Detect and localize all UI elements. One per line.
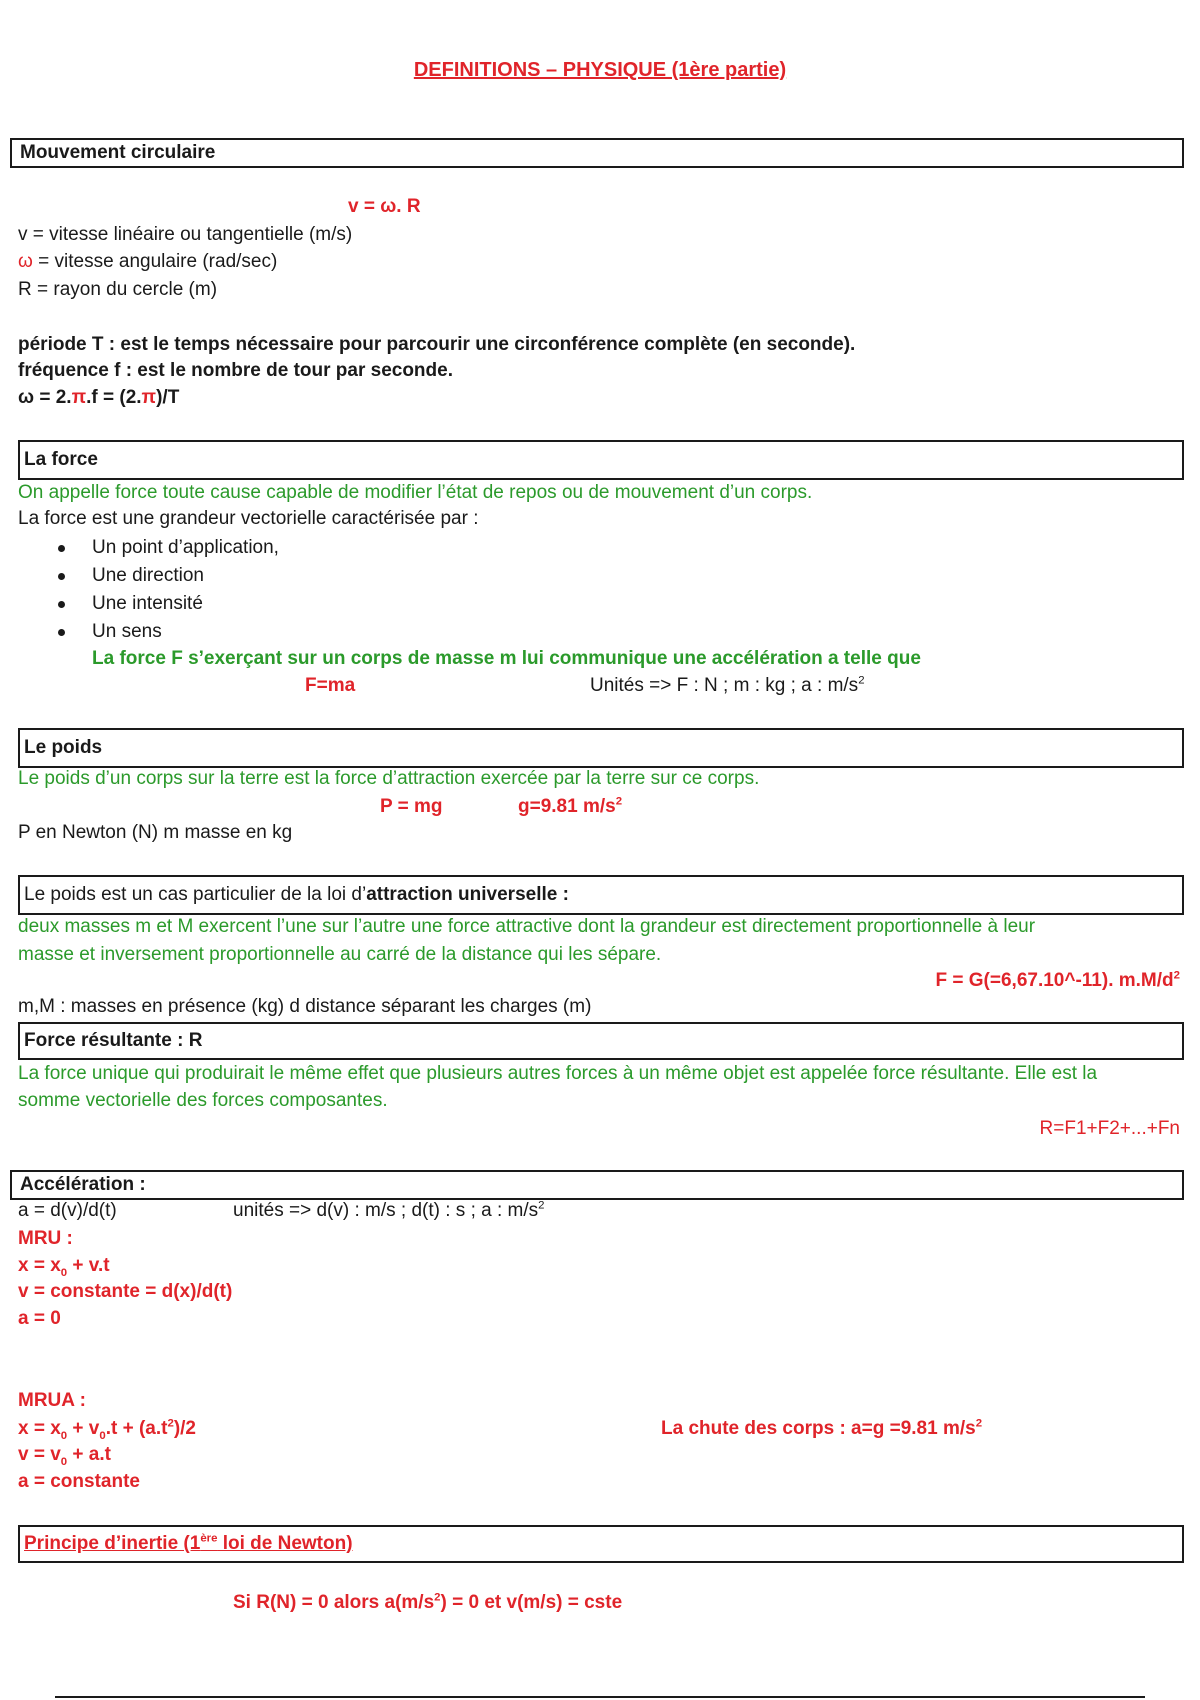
poids-units: P en Newton (N) m masse en kg	[18, 822, 293, 843]
superscript: 2	[1173, 969, 1180, 982]
poids-definition: Le poids d’un corps sur la terre est la force d’attraction exercée par la terre sur ce corps.	[18, 768, 760, 789]
subscript: 0	[60, 1455, 68, 1468]
superscript: ère	[200, 1532, 218, 1545]
equation-part: v = v	[18, 1444, 61, 1465]
acceleration-def: a = d(v)/d(t)	[18, 1200, 117, 1221]
equation-part: x = x	[18, 1418, 61, 1439]
def-periode: période T : est le temps nécessaire pour parcourir une circonférence complète (en seconde).	[18, 334, 856, 355]
force-intro: La force est une grandeur vectorielle caractérisée par :	[18, 508, 479, 529]
section-header-resultante	[18, 1022, 1184, 1060]
attraction-units: m,M : masses en présence (kg) d distance séparant les charges (m)	[18, 996, 592, 1017]
attraction-definition-line1: deux masses m et M exercent l’une sur l’autre une force attractive dont la grandeur est directement proportionnelle à leur	[18, 916, 1036, 937]
bullet-dot	[58, 545, 65, 552]
bullet-dot	[58, 601, 65, 608]
formula-inertie-part: Si R(N) = 0 alors a(m/s	[233, 1592, 435, 1613]
force-units-text: Unités => F : N ; m : kg ; a : m/s	[590, 675, 859, 696]
formula-gravitation	[936, 970, 1180, 993]
chute-des-corps-text: La chute des corps : a=g =9.81 m/s	[661, 1418, 976, 1439]
acceleration-units	[233, 1200, 544, 1223]
mru-title: MRU :	[18, 1228, 73, 1249]
section-header-inertie	[18, 1525, 1184, 1563]
equation-part: + a.t	[67, 1444, 111, 1465]
equation-part: + v.t	[67, 1255, 110, 1276]
force-bullet-item: Une intensité	[92, 593, 203, 614]
section-title-part: loi de Newton)	[217, 1533, 353, 1554]
pi-symbol: π	[71, 387, 87, 408]
mrua-x	[18, 1418, 196, 1441]
bullet-dot	[58, 629, 65, 636]
acceleration-units-text: unités => d(v) : m/s ; d(t) : s ; a : m/s	[233, 1200, 539, 1221]
def-omega	[18, 251, 277, 274]
section-title: Le poids	[24, 737, 103, 758]
formula-inertie	[233, 1592, 622, 1615]
equation-part: + v	[67, 1418, 100, 1439]
omega-symbol: ω	[18, 251, 33, 272]
formula-p-mg: P = mg	[380, 796, 443, 817]
superscript: 2	[434, 1591, 441, 1604]
g-value-text: g=9.81 m/s	[518, 796, 616, 817]
section-header-poids	[18, 728, 1184, 768]
section-title: Mouvement circulaire	[20, 142, 216, 163]
superscript: 2	[975, 1417, 983, 1430]
formula-omega-part: ω = 2.	[18, 387, 72, 408]
def-v: v = vitesse linéaire ou tangentielle (m/s)	[18, 224, 353, 245]
g-value	[518, 796, 622, 819]
formula-omega-part: .f = (2.	[86, 387, 142, 408]
mru-x	[18, 1255, 110, 1278]
equation-part: x = x	[18, 1255, 61, 1276]
subscript: 0	[99, 1429, 106, 1442]
section-title: La force	[24, 449, 98, 470]
equation-part: )/2	[173, 1418, 197, 1439]
attraction-definition-line2: masse et inversement proportionnelle au carré de la distance qui les sépare.	[18, 944, 662, 965]
superscript: 2	[615, 795, 623, 808]
section-title	[24, 884, 569, 906]
section-title-part: Le poids est un cas particulier de la loi d’	[24, 884, 367, 905]
chute-des-corps	[661, 1418, 982, 1441]
formula-omega	[18, 387, 179, 410]
page-title: DEFINITIONS – PHYSIQUE (1ère partie)	[413, 59, 787, 81]
formula-f-ma: F=ma	[305, 675, 356, 696]
section-title	[24, 1533, 353, 1555]
mrua-v	[18, 1444, 111, 1467]
bullet-dot	[58, 573, 65, 580]
formula-inertie-part: ) = 0 et v(m/s) = cste	[440, 1592, 623, 1613]
pi-symbol: π	[141, 387, 157, 408]
force-bullet-item: Une direction	[92, 565, 204, 586]
section-title: Force résultante : R	[24, 1030, 203, 1051]
equation-part: .t + (a.t	[105, 1418, 168, 1439]
force-bullet-item: Un point d’application,	[92, 537, 279, 558]
section-header-mouvement-circulaire	[10, 138, 1184, 168]
section-title-bold: attraction universelle :	[366, 884, 569, 905]
subscript: 0	[60, 1429, 68, 1442]
section-header-acceleration	[10, 1170, 1184, 1200]
newton-second-law: La force F s’exerçant sur un corps de masse m lui communique une accélération a telle que	[92, 648, 921, 669]
formula-gravitation-text: F = G(=6,67.10^-11). m.M/d	[935, 970, 1174, 991]
mru-a: a = 0	[18, 1308, 61, 1329]
section-title: Accélération :	[20, 1174, 146, 1195]
def-frequence: fréquence f : est le nombre de tour par seconde.	[18, 360, 453, 381]
formula-resultante: R=F1+F2+...+Fn	[1039, 1118, 1180, 1139]
resultante-definition-line1: La force unique qui produirait le même effet que plusieurs autres forces à un même objet est appelée force résultante. Elle est la	[18, 1063, 1098, 1084]
resultante-definition-line2: somme vectorielle des forces composantes.	[18, 1090, 388, 1111]
def-omega-text: = vitesse angulaire (rad/sec)	[32, 251, 278, 272]
superscript: 2	[167, 1417, 174, 1430]
section-title-part: Principe d’inertie (1	[24, 1533, 201, 1554]
force-definition: On appelle force toute cause capable de modifier l’état de repos ou de mouvement d’un corps.	[18, 482, 813, 503]
force-units	[590, 675, 865, 698]
mru-v: v = constante = d(x)/d(t)	[18, 1281, 233, 1302]
mrua-a: a = constante	[18, 1471, 140, 1492]
def-r: R = rayon du cercle (m)	[18, 279, 218, 300]
header-underline	[12, 166, 230, 168]
superscript: 2	[858, 674, 865, 687]
force-bullet-item: Un sens	[92, 621, 162, 642]
formula-omega-part: )/T	[156, 387, 180, 408]
formula-v-omega-r: v = ω. R	[348, 196, 421, 217]
mrua-title: MRUA :	[18, 1390, 86, 1411]
section-header-attraction	[18, 875, 1184, 915]
superscript: 2	[538, 1199, 545, 1212]
section-header-force	[18, 440, 1184, 480]
subscript: 0	[60, 1266, 68, 1279]
footer-rule	[55, 1696, 1145, 1698]
